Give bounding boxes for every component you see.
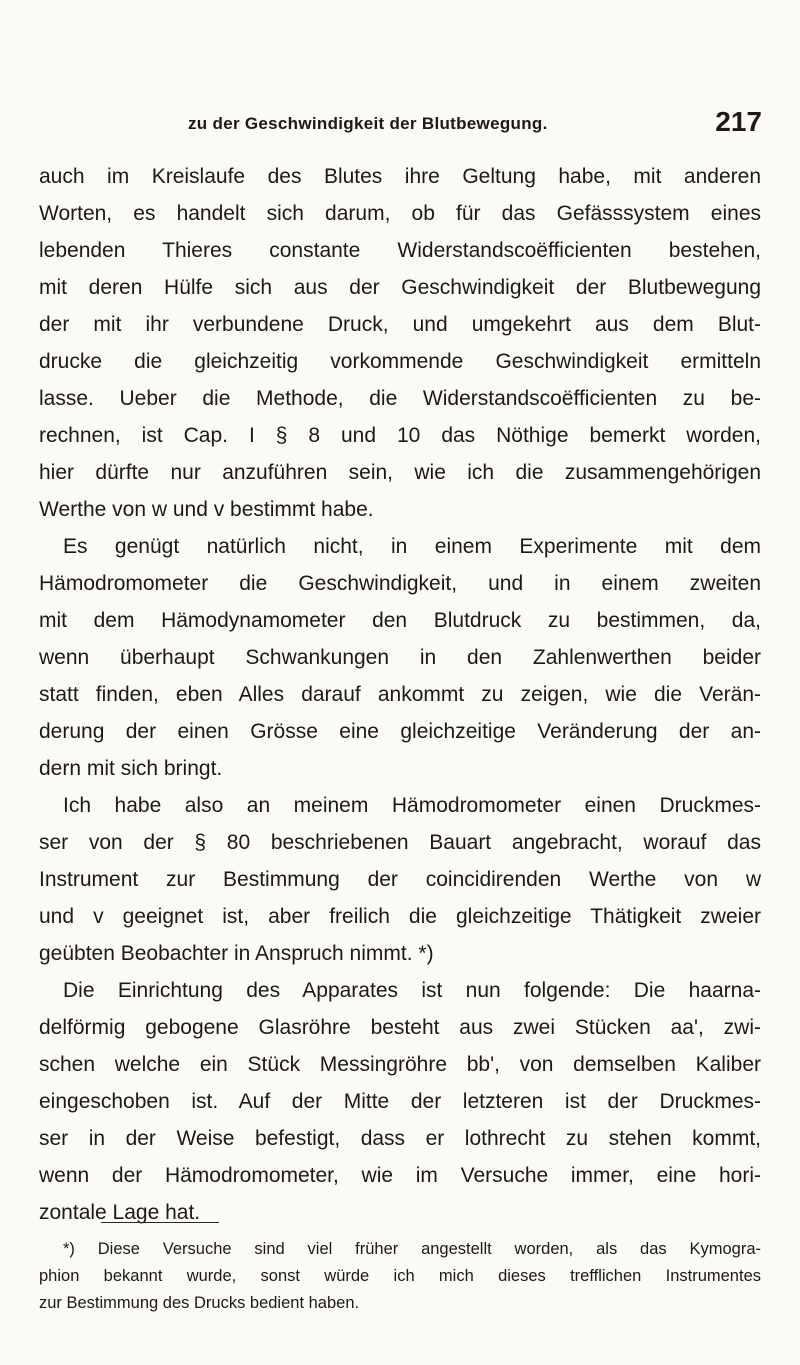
text-line: ser in der Weise befestigt, dass er lothrecht zu stehen kommt, <box>39 1127 761 1150</box>
text-line: wenn überhaupt Schwankungen in den Zahlenwerthen beider <box>39 646 761 669</box>
text-line: Werthe von w und v bestimmt habe. <box>39 498 374 521</box>
running-title: zu der Geschwindigkeit der Blutbewegung. <box>188 114 548 133</box>
text-line: ser von der § 80 beschriebenen Bauart angebracht, worauf das <box>39 831 761 854</box>
text-line: rechnen, ist Cap. I § 8 und 10 das Nöthige bemerkt worden, <box>39 424 761 447</box>
page-number: 217 <box>715 106 762 137</box>
text-line: Ich habe also an meinem Hämodromometer einen Druckmes- <box>63 794 761 817</box>
text-line: Worten, es handelt sich darum, ob für das Gefässsystem eines <box>39 202 761 225</box>
text-line: schen welche ein Stück Messingröhre bb', von demselben Kaliber <box>39 1053 761 1076</box>
text-line: derung der einen Grösse eine gleichzeitige Veränderung der an- <box>39 720 761 743</box>
footnote-line: zur Bestimmung des Drucks bedient haben. <box>39 1294 360 1312</box>
text-line: statt finden, eben Alles darauf ankommt zu zeigen, wie die Verän- <box>39 683 761 706</box>
text-line: drucke die gleichzeitig vorkommende Geschwindigkeit ermitteln <box>39 350 761 373</box>
text-line: delförmig gebogene Glasröhre besteht aus zwei Stücken aa', zwi- <box>39 1016 761 1039</box>
text-line: und v geeignet ist, aber freilich die gleichzeitige Thätigkeit zweier <box>39 905 761 928</box>
text-line: Hämodromometer die Geschwindigkeit, und in einem zweiten <box>39 572 761 595</box>
text-line: Es genügt natürlich nicht, in einem Experimente mit dem <box>63 535 761 558</box>
text-line: Die Einrichtung des Apparates ist nun folgende: Die haarna- <box>63 979 761 1002</box>
text-line: eingeschoben ist. Auf der Mitte der letzteren ist der Druckmes- <box>39 1090 761 1113</box>
running-head <box>0 102 800 142</box>
body-text <box>39 158 761 1231</box>
text-line: zontale Lage hat. <box>39 1201 201 1224</box>
text-line: Instrument zur Bestimmung der coincidirenden Werthe von w <box>39 868 761 891</box>
footnote-divider <box>101 1222 219 1223</box>
footnote <box>39 1236 761 1317</box>
text-line: auch im Kreislaufe des Blutes ihre Geltung habe, mit anderen <box>39 165 761 188</box>
text-line: der mit ihr verbundene Druck, und umgekehrt aus dem Blut- <box>39 313 761 336</box>
text-line: lebenden Thieres constante Widerstandscoëfficienten bestehen, <box>39 239 761 262</box>
text-line: hier dürfte nur anzuführen sein, wie ich die zusammengehörigen <box>39 461 761 484</box>
text-line: dern mit sich bringt. <box>39 757 223 780</box>
text-line: geübten Beobachter in Anspruch nimmt. *) <box>39 942 434 965</box>
text-line: mit dem Hämodynamometer den Blutdruck zu bestimmen, da, <box>39 609 761 632</box>
text-line: wenn der Hämodromometer, wie im Versuche immer, eine hori- <box>39 1164 761 1187</box>
text-line: mit deren Hülfe sich aus der Geschwindigkeit der Blutbewegung <box>39 276 761 299</box>
footnote-line: *) Diese Versuche sind viel früher angestellt worden, als das Kymogra- <box>63 1240 761 1258</box>
text-line: lasse. Ueber die Methode, die Widerstandscoëfficienten zu be- <box>39 387 761 410</box>
footnote-line: phion bekannt wurde, sonst würde ich mich dieses trefflichen Instrumentes <box>39 1267 761 1285</box>
